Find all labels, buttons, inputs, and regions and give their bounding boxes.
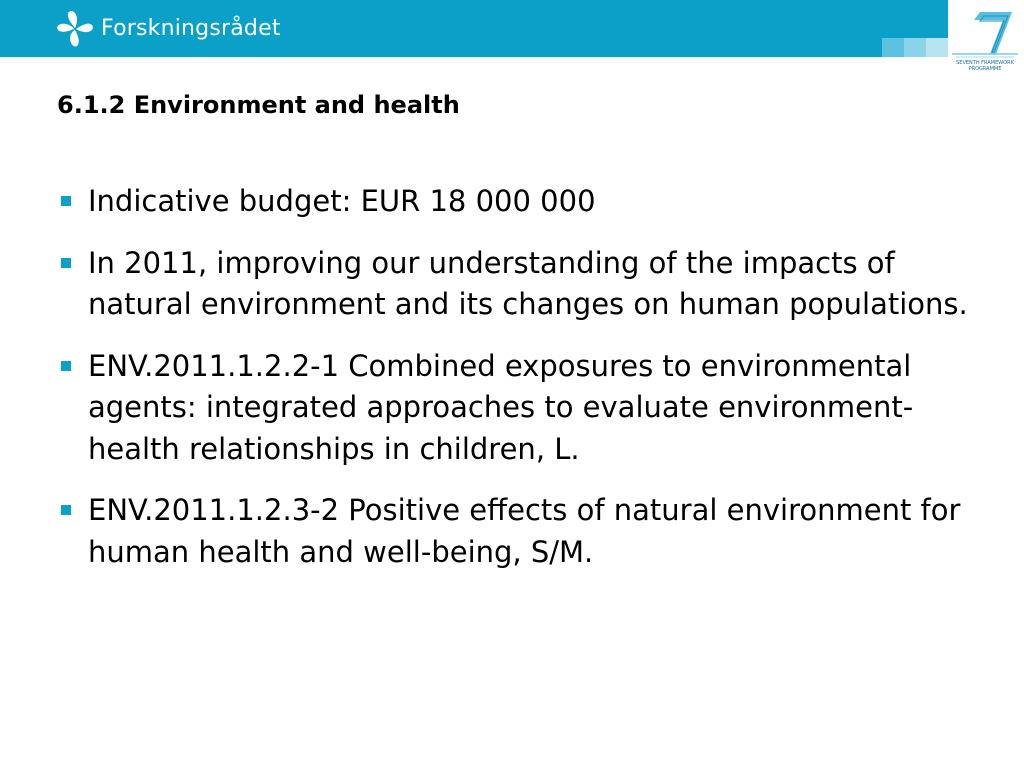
square-bullet-icon xyxy=(61,258,71,268)
seventh-framework-programme-logo-icon xyxy=(950,8,1020,72)
brand xyxy=(55,10,281,48)
bullet-item xyxy=(57,346,997,471)
bullet-list xyxy=(57,181,997,593)
square-bullet-icon xyxy=(61,196,71,206)
page-title: 6.1.2 Environment and health xyxy=(57,91,460,119)
bullet-item xyxy=(57,490,997,573)
bullet-text: In 2011, improving our understanding of the impacts of natural environment and its changes on human populations. xyxy=(88,245,968,321)
bullet-item xyxy=(57,181,997,223)
bullet-text: Indicative budget: EUR 18 000 000 xyxy=(88,184,596,218)
forskningsradet-logo-icon xyxy=(55,10,95,48)
brand-name: Forskningsrådet xyxy=(101,16,281,41)
header-decoration-tile xyxy=(926,38,948,57)
bullet-text: ENV.2011.1.2.3-2 Positive effects of natural environment for human health and well-being, S/M. xyxy=(88,493,961,569)
programme-logo-text-line1: SEVENTH FRAMEWORK xyxy=(956,60,1014,66)
bullet-text: ENV.2011.1.2.2-1 Combined exposures to environmental agents: integrated approaches to evaluate environment-health relationships in children, L. xyxy=(88,348,914,466)
programme-logo-text-line2: PROGRAMME xyxy=(968,66,1002,72)
square-bullet-icon xyxy=(61,361,71,371)
header-bar xyxy=(0,0,948,57)
bullet-item xyxy=(57,243,997,326)
header-decoration-tile xyxy=(904,38,926,57)
header-decoration-tile xyxy=(882,38,904,57)
square-bullet-icon xyxy=(61,505,71,515)
